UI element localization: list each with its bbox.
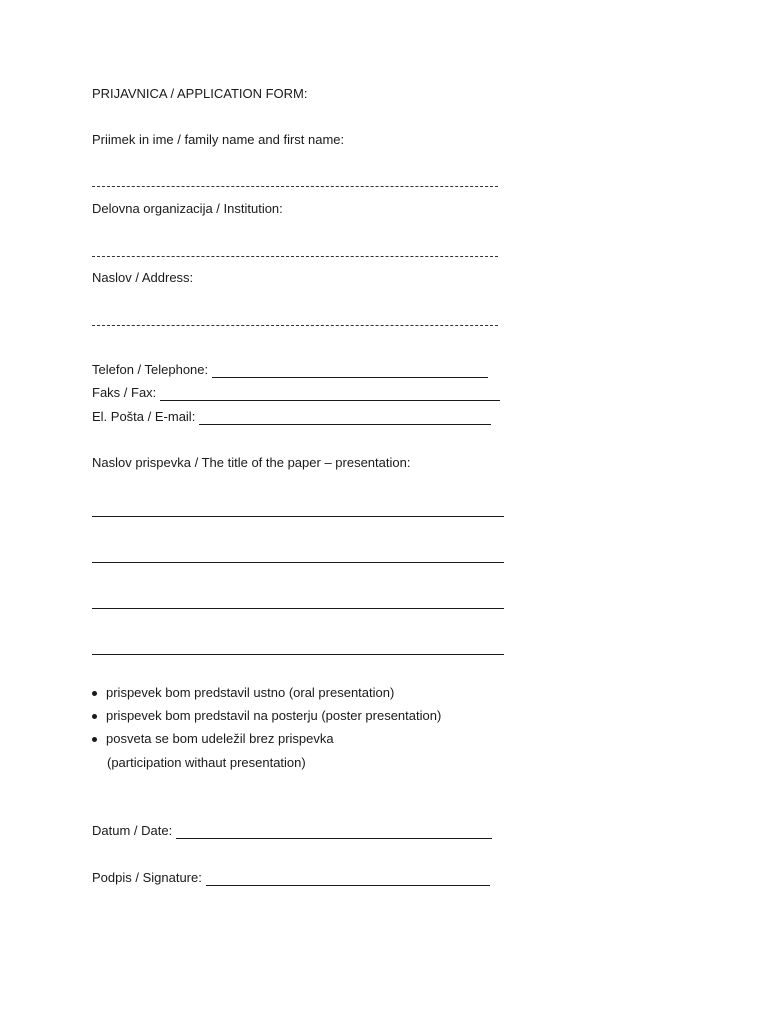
institution-field[interactable] <box>92 256 498 257</box>
date-row <box>92 823 492 839</box>
telephone-field[interactable] <box>212 365 488 378</box>
option-no-presentation-label: posveta se bom udeležil brez prispevka <box>106 731 334 746</box>
family-name-label: Priimek in ime / family name and first name: <box>92 132 345 147</box>
paper-title-line-3[interactable] <box>92 608 504 609</box>
family-name-field[interactable] <box>92 186 498 187</box>
email-label: El. Pošta / E-mail: <box>92 409 196 424</box>
signature-label: Podpis / Signature: <box>92 870 202 885</box>
institution-label: Delovna organizacija / Institution: <box>92 201 283 216</box>
paper-title-line-1[interactable] <box>92 516 504 517</box>
paper-title-label: Naslov prispevka / The title of the paper – presentation: <box>92 455 411 470</box>
form-title: PRIJAVNICA / APPLICATION FORM: <box>92 86 308 101</box>
email-field[interactable] <box>199 412 491 425</box>
fax-field[interactable] <box>160 388 500 401</box>
option-poster-label: prispevek bom predstavil na posterju (poster presentation) <box>106 708 442 723</box>
option-oral[interactable] <box>92 685 394 701</box>
option-no-presentation[interactable] <box>92 731 334 747</box>
paper-title-line-4[interactable] <box>92 654 504 655</box>
option-poster[interactable] <box>92 708 441 724</box>
option-oral-label: prispevek bom predstavil ustno (oral presentation) <box>106 685 395 700</box>
option-no-presentation-continuation: (participation withaut presentation) <box>107 755 306 770</box>
bullet-icon <box>92 691 97 696</box>
date-field[interactable] <box>176 826 492 839</box>
fax-label: Faks / Fax: <box>92 385 157 400</box>
bullet-icon <box>92 714 97 719</box>
signature-row <box>92 870 490 886</box>
signature-field[interactable] <box>206 873 490 886</box>
email-row <box>92 409 491 425</box>
bullet-icon <box>92 737 97 742</box>
fax-row <box>92 385 500 401</box>
telephone-label: Telefon / Telephone: <box>92 362 209 377</box>
paper-title-line-2[interactable] <box>92 562 504 563</box>
address-field[interactable] <box>92 325 498 326</box>
telephone-row <box>92 362 488 378</box>
date-label: Datum / Date: <box>92 823 173 838</box>
address-label: Naslov / Address: <box>92 270 194 285</box>
